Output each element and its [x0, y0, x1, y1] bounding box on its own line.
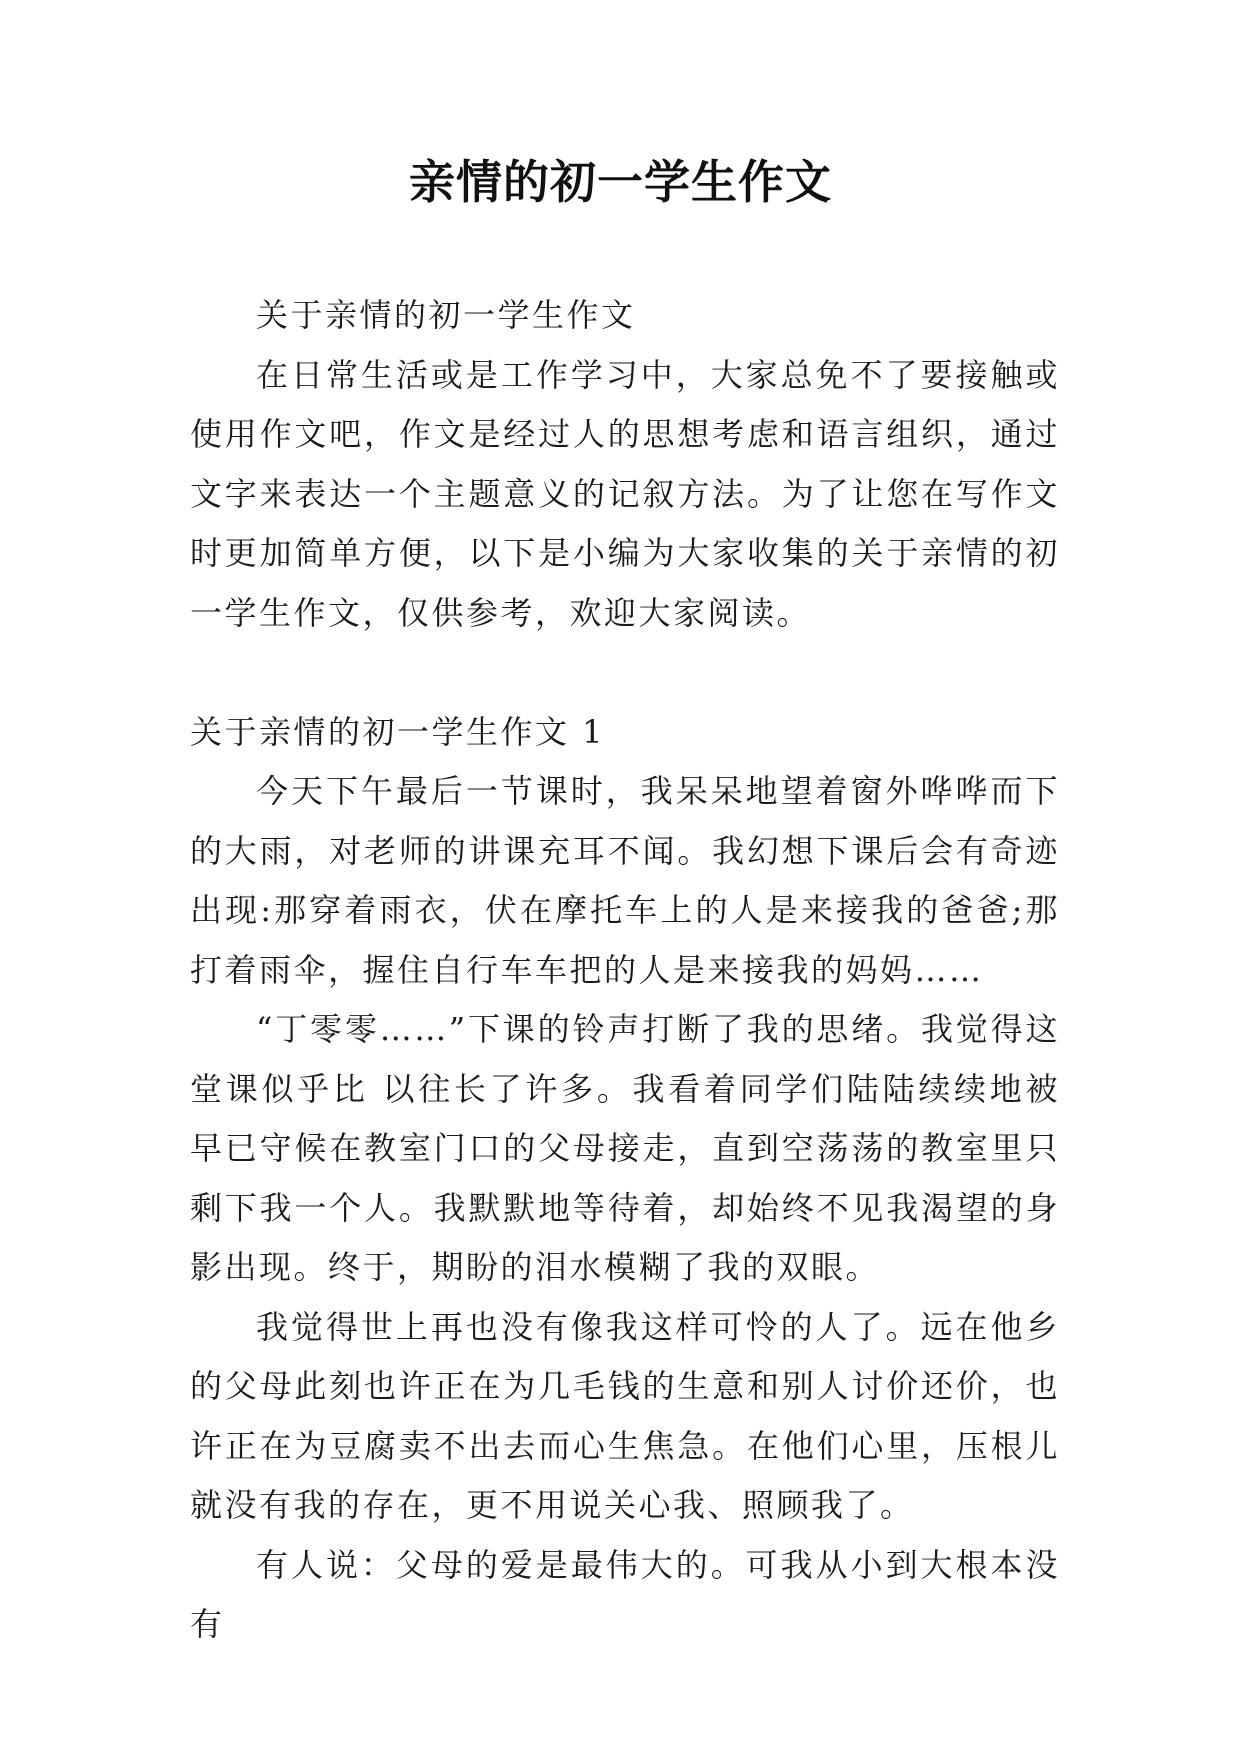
- body-paragraph: “丁零零……”下课的铃声打断了我的思绪。我觉得这堂课似乎比 以往长了许多。我看着同学们陆陆续续地被早已守候在教室门口的父母接走，直到空荡荡的教室里只剩下我一个人。我默默地等待着，却始终不见我渴望的身影出现。终于，期盼的泪水模糊了我的双眼。: [190, 1010, 1060, 1286]
- section-heading: 关于亲情的初一学生作文 1: [190, 712, 606, 751]
- body-paragraph: 我觉得世上再也没有像我这样可怜的人了。远在他乡的父母此刻也许正在为几毛钱的生意和别人讨价还价，也许正在为豆腐卖不出去而心生焦急。在他们心里，压根儿就没有我的存在，更不用说关心我、照顾我了。: [190, 1307, 1060, 1524]
- section-spacer: [190, 643, 1060, 703]
- intro-paragraph: 在日常生活或是工作学习中，大家总免不了要接触或使用作文吧，作文是经过人的思想考虑和语言组织，通过文字来表达一个主题意义的记叙方法。为了让您在写作文时更加简单方便，以下是小编为大家收集的关于亲情的初一学生作文，仅供参考，欢迎大家阅读。: [190, 355, 1060, 632]
- body-paragraph: 今天下午最后一节课时，我呆呆地望着窗外哗哗而下的大雨，对老师的讲课充耳不闻。我幻想下课后会有奇迹出现:那穿着雨衣，伏在摩托车上的人是来接我的爸爸;那打着雨伞，握住自行车车把的人是来接我的妈妈……: [190, 772, 1060, 989]
- subtitle: 关于亲情的初一学生作文: [256, 296, 636, 334]
- body-paragraph: 有人说：父母的爱是最伟大的。可我从小到大根本没有: [190, 1545, 1060, 1643]
- document-title: 亲情的初一学生作文: [409, 155, 832, 209]
- document-body: [190, 286, 1060, 1655]
